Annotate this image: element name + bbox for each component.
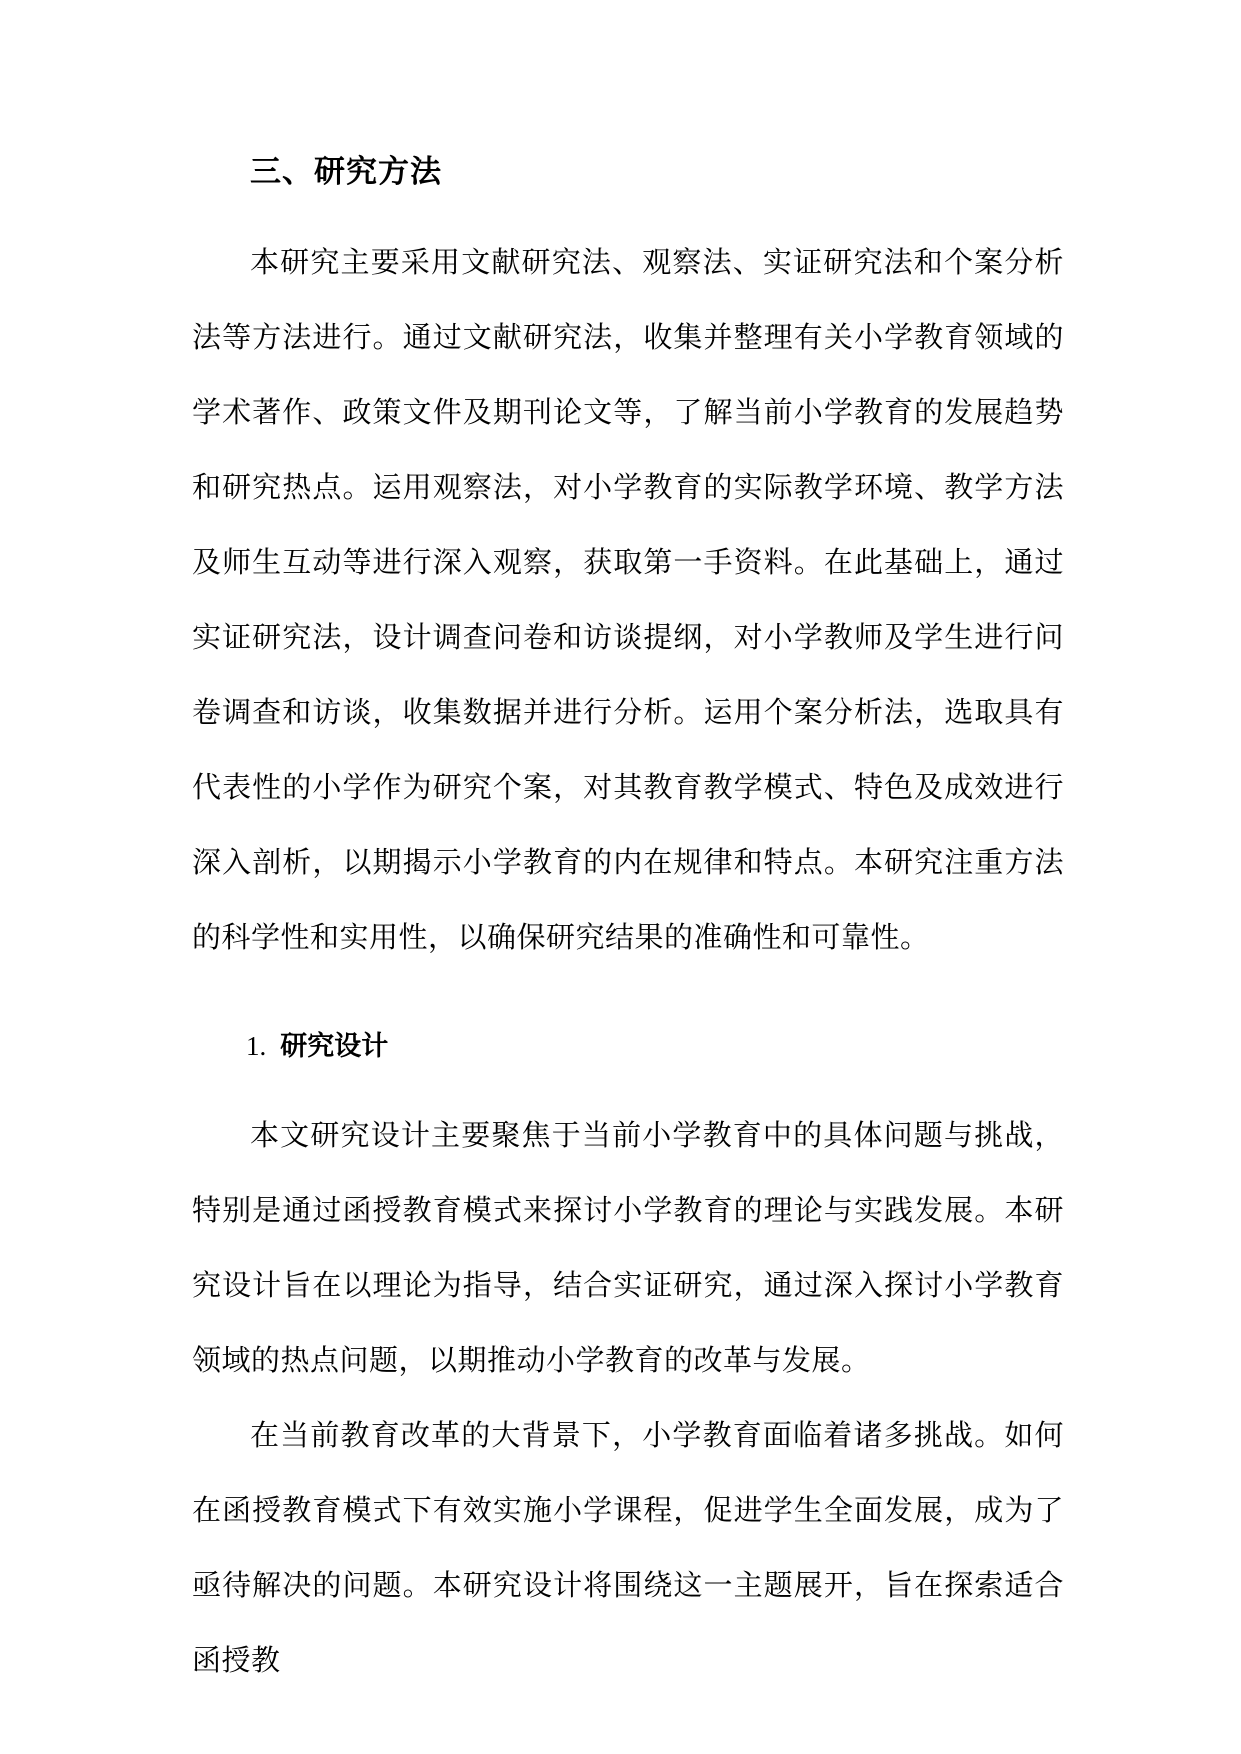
section-heading: 三、研究方法 <box>250 154 442 190</box>
methods-paragraph: 本研究主要采用文献研究法、观察法、实证研究法和个案分析法等方法进行。通过文献研究法，收集并整理有关小学教育领域的学术著作、政策文件及期刊论文等，了解当前小学教育的发展趋势和研究热点。运用观察法，对小学教育的实际教学环境、教学方法及师生互动等进行深入观察，获取第一手资料。在此基础上，通过实证研究法，设计调查问卷和访谈提纲，对小学教师及学生进行问卷调查和访谈，收集数据并进行分析。运用个案分析法，选取具有代表性的小学作为研究个案，对其教育教学模式、特色及成效进行深入剖析，以期揭示小学教育的内在规律和特点。本研究注重方法的科学性和实用性，以确保研究结果的准确性和可靠性。 <box>192 245 1064 954</box>
design-paragraph-2: 在当前教育改革的大背景下，小学教育面临着诸多挑战。如何在函授教育模式下有效实施小学课程，促进学生全面发展，成为了亟待解决的问题。本研究设计将围绕这一主题展开，旨在探索适合函授教 <box>192 1418 1064 1677</box>
subsection-title: 研究设计 <box>280 1031 389 1062</box>
subsection-number: 1. <box>246 1031 267 1061</box>
design-paragraph-1: 本文研究设计主要聚焦于当前小学教育中的具体问题与挑战，特别是通过函授教育模式来探讨小学教育的理论与实践发展。本研究设计旨在以理论为指导，结合实证研究，通过深入探讨小学教育领域的热点问题，以期推动小学教育的改革与发展。 <box>192 1118 1064 1377</box>
subsection-heading <box>246 1026 388 1067</box>
